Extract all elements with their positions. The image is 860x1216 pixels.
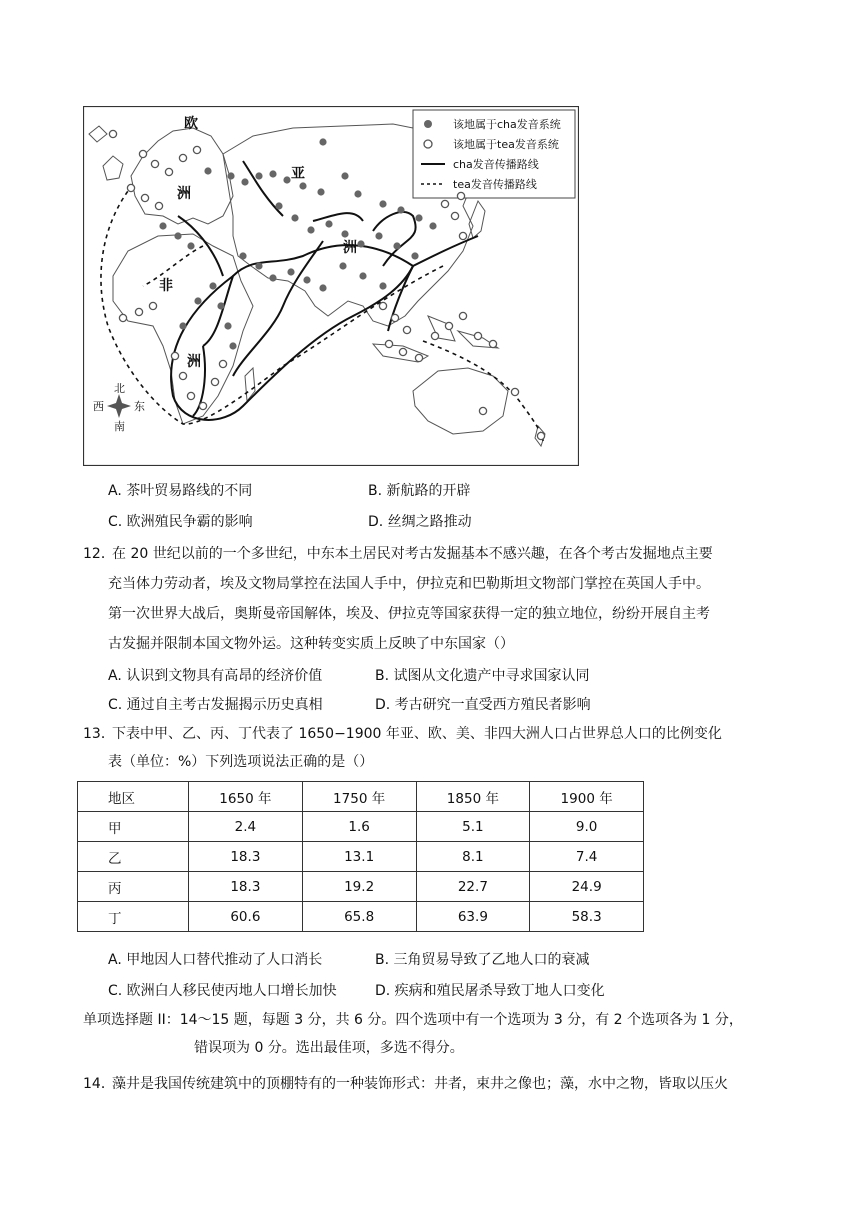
legend-cha-route: cha发音传播路线: [453, 158, 539, 171]
q13-option-a: A. 甲地因人口替代推动了人口消长: [108, 952, 323, 968]
q13-option-b: B. 三角贸易导致了乙地人口的衰减: [375, 952, 590, 968]
tea-pronunciation-map: [83, 106, 579, 466]
table-header: 1750 年: [302, 782, 416, 812]
table-header: 1650 年: [189, 782, 303, 812]
table-cell: 18.3: [189, 872, 303, 902]
legend-cha-place: 该地属于cha发音系统: [453, 118, 561, 131]
table-cell: 19.2: [302, 872, 416, 902]
table-cell: 7.4: [530, 842, 644, 872]
table-cell: 65.8: [302, 902, 416, 932]
q12-line-4: 古发掘并限制本国文物外运。这种转变实质上反映了中东国家（）: [108, 636, 514, 652]
table-cell: 8.1: [416, 842, 530, 872]
label-africa: 非: [159, 278, 173, 294]
population-table: [77, 781, 644, 932]
table-cell: 58.3: [530, 902, 644, 932]
table-cell: 13.1: [302, 842, 416, 872]
q11-option-a: A. 茶叶贸易路线的不同: [108, 483, 253, 499]
q14-number: 14．: [83, 1076, 115, 1092]
q12-option-c: C. 通过自主考古发掘揭示历史真相: [108, 697, 323, 713]
tea-dot-icon: [424, 140, 432, 148]
q12-line-3: 第一次世界大战后，奥斯曼帝国解体，埃及、伊拉克等国家获得一定的独立地位，纷纷开展自主考: [108, 606, 710, 622]
q12-option-b: B. 试图从文化遗产中寻求国家认同: [375, 668, 590, 684]
q13-line-1: 下表中甲、乙、丙、丁代表了 1650−1900 年亚、欧、美、非四大洲人口占世界总人口的比例变化: [112, 726, 722, 742]
map-legend: [413, 110, 575, 198]
label-asia-2: 洲: [343, 240, 357, 256]
q11-option-d: D. 丝绸之路推动: [368, 514, 472, 530]
table-cell: 1.6: [302, 812, 416, 842]
table-cell: 24.9: [530, 872, 644, 902]
legend-tea-place: 该地属于tea发音系统: [453, 138, 559, 151]
q13-number: 13．: [83, 726, 115, 742]
table-cell: 22.7: [416, 872, 530, 902]
q11-option-b: B. 新航路的开辟: [368, 483, 471, 499]
label-europe: 欧: [184, 116, 198, 132]
table-row: [78, 842, 644, 872]
table-cell: 2.4: [189, 812, 303, 842]
table-cell: 甲: [78, 812, 189, 842]
table-row: [78, 812, 644, 842]
compass-north: 北: [114, 382, 125, 395]
label-africa-2: 洲: [187, 354, 201, 370]
table-header: 地区: [78, 782, 189, 812]
section-instructions-line-2: 错误项为 0 分。选出最佳项，多选不得分。: [194, 1040, 464, 1056]
table-row: [78, 872, 644, 902]
table-cell: 乙: [78, 842, 189, 872]
legend-tea-route: tea发音传播路线: [453, 178, 537, 191]
q13-option-c: C. 欧洲白人移民使丙地人口增长加快: [108, 983, 337, 999]
table-cell: 丙: [78, 872, 189, 902]
q13-line-2: 表（单位：%）下列选项说法正确的是（）: [108, 754, 374, 770]
table-cell: 9.0: [530, 812, 644, 842]
q14-line-1: 藻井是我国传统建筑中的顶棚特有的一种装饰形式：井者，束井之像也；藻，水中之物，皆取以压火: [112, 1076, 728, 1092]
label-asia: 亚: [291, 166, 305, 182]
table-cell: 5.1: [416, 812, 530, 842]
table-header-row: [78, 782, 644, 812]
table-cell: 63.9: [416, 902, 530, 932]
q13-option-d: D. 疾病和殖民屠杀导致丁地人口变化: [375, 983, 605, 999]
q12-line-1: 在 20 世纪以前的一个多世纪，中东本土居民对考古发掘基本不感兴趣，在各个考古发掘地点主要: [112, 546, 713, 562]
table-header: 1900 年: [530, 782, 644, 812]
table-cell: 18.3: [189, 842, 303, 872]
table-cell: 丁: [78, 902, 189, 932]
table-header: 1850 年: [416, 782, 530, 812]
table-row: [78, 902, 644, 932]
q11-option-c: C. 欧洲殖民争霸的影响: [108, 514, 253, 530]
q12-option-d: D. 考古研究一直受西方殖民者影响: [375, 697, 591, 713]
label-europe-2: 洲: [177, 186, 191, 202]
compass-south: 南: [114, 420, 125, 433]
cha-dot-icon: [424, 120, 432, 128]
table-cell: 60.6: [189, 902, 303, 932]
q12-option-a: A. 认识到文物具有高昂的经济价值: [108, 668, 323, 684]
section-instructions-line-1: 单项选择题 II：14～15 题，每题 3 分，共 6 分。四个选项中有一个选项为 3 分，有 2 个选项各为 1 分，: [83, 1012, 743, 1028]
compass-west: 西: [93, 400, 104, 413]
q12-number: 12．: [83, 546, 115, 562]
compass-east: 东: [134, 400, 145, 413]
q12-line-2: 充当体力劳动者，埃及文物局掌控在法国人手中，伊拉克和巴勒斯坦文物部门掌控在英国人手中。: [108, 576, 710, 592]
